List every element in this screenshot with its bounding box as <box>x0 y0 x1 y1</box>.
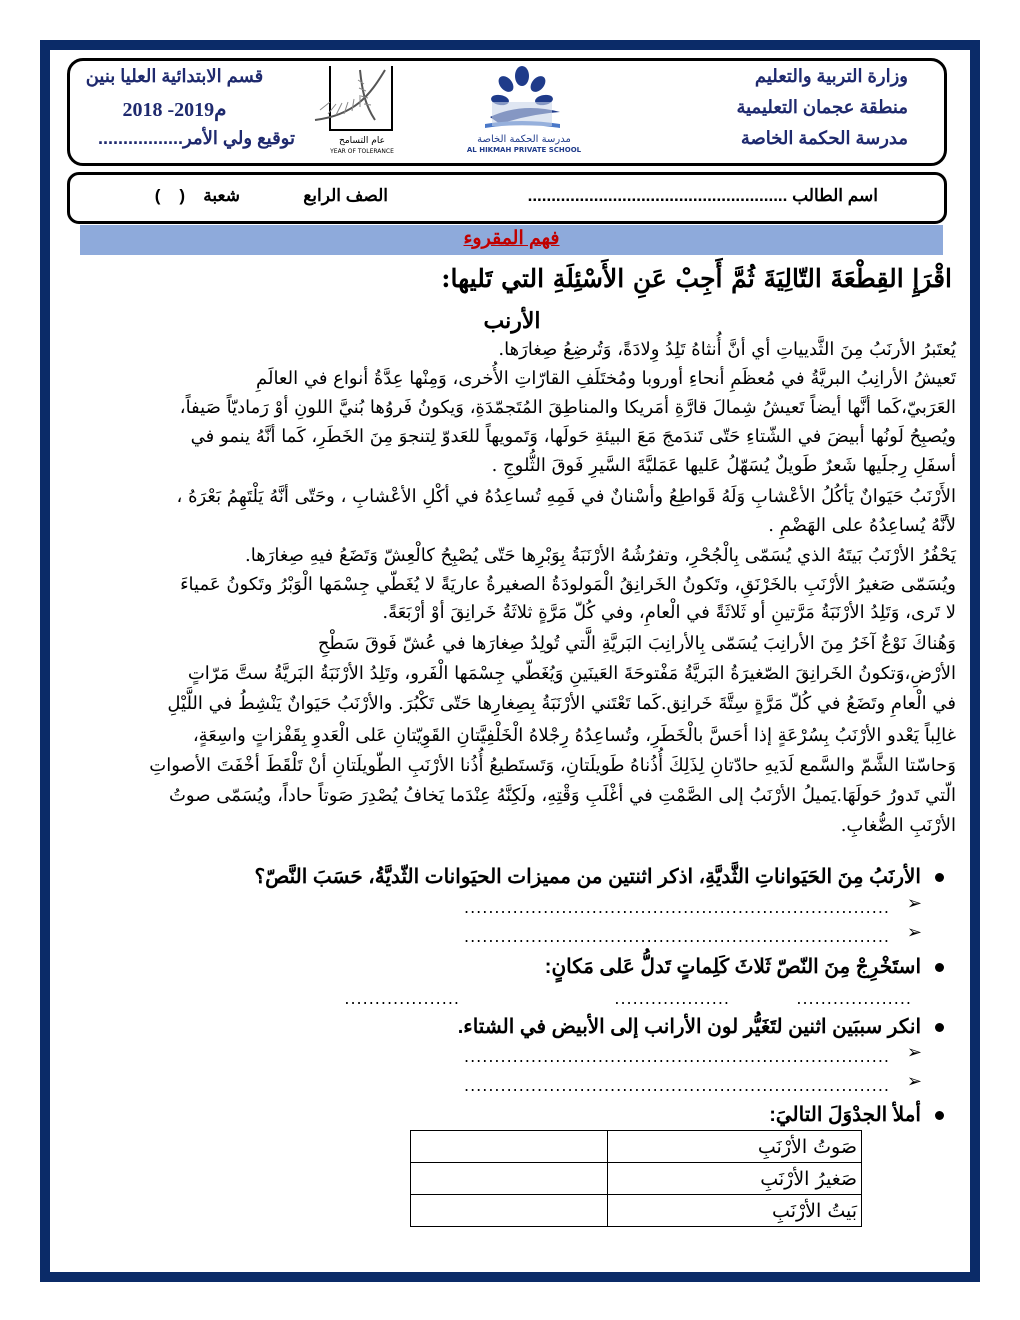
passage-line: غالِباً يَعْدو الأرْنَبُ بِسُرْعَةٍ إذا أحَسَّ بالْخَطَرِ، وتُساعِدُهُ رِجْلاهُ الْخَلْفِيَّتانِ القَوِيّتانِ عَلى الْعَدوِ بِقَفْزاتٍ واسِعَةٍ، <box>192 725 956 746</box>
table-label: صَوتُ الأرْنَبِ <box>608 1131 862 1163</box>
passage-title: الأرنب <box>483 308 541 334</box>
question-text: أملأ الجدْوَلَ التاليَ: <box>769 1104 921 1126</box>
passage-line: يُعتَبرُ الأرنَبُ مِنَ الثَّديياتِ أي أنَّ أُنثاهُ تَلِدُ وِلادَةً، وَتُرضِعُ صِغارَها. <box>498 339 956 360</box>
school-logo <box>460 62 590 158</box>
answer-line[interactable]: ...................................................................... <box>463 898 890 917</box>
passage-line: في الْعامِ وتَضَعُ في كُلّ مَرَّةٍ سِتَّةَ خَرانِق.كَما تَعْتَني الأرْنَبَةُ بِصِغارِها حَتّى تَكْبُرَ. والأرْنَبُ حَيَوانٌ يَنْشِطُ في اللَّيْلِ <box>167 693 956 714</box>
question-2 <box>545 954 944 979</box>
ministry-label: وزارة التربية والتعليم <box>754 66 908 86</box>
student-name-field[interactable]: اسم الطالب ....................................................... <box>527 186 878 205</box>
school-year: 2018 -2019م <box>122 99 227 121</box>
bullet-icon <box>935 1023 944 1032</box>
answer-line[interactable]: ...................................................................... <box>463 1047 890 1066</box>
passage-line: الأرْضِ،وَتكونُ الخَرانِقَ الصّغيرَةُ البَريَّةُ مَفْتوحَةَ العَينَينِ وَيُغَطّي جِسْمَها الْفَرو، وتَلِدُ الأرْنَبَةُ البَريَّةُ ستَّ مَرّاتٍ <box>187 663 956 684</box>
school-label: مدرسة الحكمة الخاصة <box>740 128 908 148</box>
answer-line[interactable]: ................... <box>796 989 912 1008</box>
table-answer-cell[interactable] <box>411 1195 608 1227</box>
passage-line: الأَرْنَبُ حَيَوانٌ يَأكُلُ الأعْشابِ وَلَهُ قَواطِعُ وأسْنانٌ في فَمِهِ تُساعِدُهُ في أكْلِ الأعْشابِ ، وحَتّى أنَّهُ يَلْتَهِمُ بَعْرَهُ ، <box>176 486 956 507</box>
passage-line: لا تَرى، وَتَلِدُ الأرْنَبَةُ مَرَّتينِ أو ثَلاثَةً في الْعامِ، وفي كُلّ مَرَّةٍ ثلاثَةُ خَرانِقَ أوْ أرْبَعَةً. <box>382 602 956 623</box>
table-answer-cell[interactable] <box>411 1163 608 1195</box>
table-row <box>411 1163 862 1195</box>
year-of-tolerance-logo <box>300 60 405 158</box>
passage-line: العَرَبيّ،كَما أنَّها أيضاً تَعيشُ شِمالَ قارَّةِ أمَريكا والمناطِقَ المُتَجمّدَةِ، وَيكونُ فَروُها بُنيَّ اللونِ أوْ رَماديّاً صَيفاً، <box>179 397 956 418</box>
bullet-icon <box>935 873 944 882</box>
question-4 <box>769 1102 944 1127</box>
table-label: بَيتُ الأرْنَبِ <box>608 1195 862 1227</box>
section-title: فهم المقروء <box>463 228 560 249</box>
parent-signature: توقيع ولي الأمر................. <box>98 128 295 148</box>
table-row <box>411 1131 862 1163</box>
grade-label: الصف الرابع <box>303 186 388 205</box>
passage-line: وَهُناكَ نَوْعٌ آخَرُ مِنَ الأرانِبَ يُسَمّى بِالأرانِبَ البَريَّةِ الَّتي تُولِدُ صِغارَها في عُشّ فَوقَ سَطْحِ <box>317 633 956 654</box>
passage-line: يَحْفُرُ الأرْنَبُ بَيتَهُ الذي يُسَمّى بِالْجُحْرِ، وتفرُشُهُ الأرْنَبَةُ بِوَبْرِها حَتّى يُصْبِحُ كالْعِشّ وَتَضَعُ فيهِ صِغارَها. <box>245 545 956 566</box>
instruction: اقْرَإِ القِطْعَةَ التّالِيَةَ ثُمَّ أَجِبْ عَنِ الأَسْئِلَةِ التي تَليها: <box>441 264 952 293</box>
question-text: استَخْرِجْ مِنَ النّصّ ثَلاثَ كَلِماتٍ تَدلُّ عَلى مَكانٍ: <box>544 956 921 978</box>
table-row <box>411 1195 862 1227</box>
bullet-icon <box>935 1111 944 1120</box>
table-answer-cell[interactable] <box>411 1131 608 1163</box>
passage-line: ويُسَمّى صَغيرُ الأرْنَبِ بالخَرْنَقِ، وتَكونُ الخَرانِقُ الْمَولودَةُ الصغيرةُ عاريَةً لا يُغَطّي جِسْمَها الْوَبْرُ وتَكونُ عَمياءَ <box>180 574 956 595</box>
question-text: الأرنَبُ مِنَ الحَيَواناتِ الثَّديَّةِ، اذكر اثنتين من مميزات الحيَوانات الثّديَّةُ، حَسَبَ النَّصّ؟ <box>254 866 921 888</box>
tolerance-logo-en: YEAR OF TOLERANCE <box>330 148 394 155</box>
passage-line: ويُصبِحُ لَونُها أبيضَ في الشّتاءِ حَتّى تَندَمجَ مَعَ البيئةِ حَولَها، وَتَمويهاً للعَدوّ لِتنجوَ مِنَ الخَطَرِ، كَما أنَّهُ ينمو في <box>190 426 956 447</box>
section-field[interactable]: ( ) <box>154 186 185 205</box>
passage-line: لأنَّهُ يُساعِدُهُ على الهَضْمِ . <box>768 515 956 536</box>
passage-line: الأرْنَبِ الضُّغابِ. <box>840 815 956 836</box>
question-3 <box>458 1014 944 1039</box>
zone-label: منطقة عجمان التعليمية <box>736 97 908 117</box>
passage-line: تَعيشُ الأرانِبُ البريَّةُ في مُعظَمِ أنحاءِ أوروبا ومُختَلَفِ القارّاتِ الأُخرى، وَمِنْها عِدَّةُ أنواع في العالَمِ <box>255 368 956 389</box>
arrow-icon: ➢ <box>906 893 922 914</box>
table-label: صَغيرُ الأرْنَبِ <box>608 1163 862 1195</box>
arrow-icon: ➢ <box>906 1042 922 1063</box>
school-logo-en: AL HIKMAH PRIVATE SCHOOL <box>466 146 582 154</box>
section-label: شعبة <box>203 186 240 205</box>
question-1 <box>255 864 944 889</box>
section-title-bar <box>80 225 943 255</box>
passage-line: أسفَلِ رِجلَيها شَعرٌ طَويلٌ يُسَهّلُ عَليها عَمَليَّةَ السَّيرِ فَوقَ الثُّلوجِ . <box>491 455 956 476</box>
school-logo-ar: مدرسة الحكمة الخاصة <box>477 134 571 145</box>
fill-table <box>410 1130 862 1227</box>
arrow-icon: ➢ <box>906 1071 922 1092</box>
arrow-icon: ➢ <box>906 922 922 943</box>
answer-line[interactable]: ................... <box>344 989 460 1008</box>
department-label: قسم الابتدائية العليا بنين <box>85 66 264 86</box>
bullet-icon <box>935 963 944 972</box>
passage-line: وَحاسّتا الشَّمّ والسَّمع لَدَيهِ حادّتانِ لِذَلِكَ أُذُناهُ طَويلَتانِ، وَتَستَطيعُ أُذُنا الأرْنَبِ الطّويلَتانِ أنْ تَلْقَطَ أخْفَتَ الأصواتِ <box>149 755 956 776</box>
tolerance-logo-ar: عام التسامح <box>339 136 385 146</box>
question-text: انكر سببَين اثنين لتَغَيُّر لون الأرانب إلى الأبيض في الشتاء. <box>457 1016 921 1038</box>
answer-line[interactable]: ...................................................................... <box>463 927 890 946</box>
answer-line[interactable]: ...................................................................... <box>463 1076 890 1095</box>
answer-line[interactable]: ................... <box>614 989 730 1008</box>
passage-line: الّتي تَدورُ حَولَهَا.يَميلُ الأرْنَبُ إلى الصَّمْتِ في أغْلَبِ وَقْتِهِ، ولَكِنَّهُ عِنْدَما يَخافُ يُصْدِرَ صَوتاً حاداً، ويُسَمّى صوتُ <box>168 785 956 806</box>
